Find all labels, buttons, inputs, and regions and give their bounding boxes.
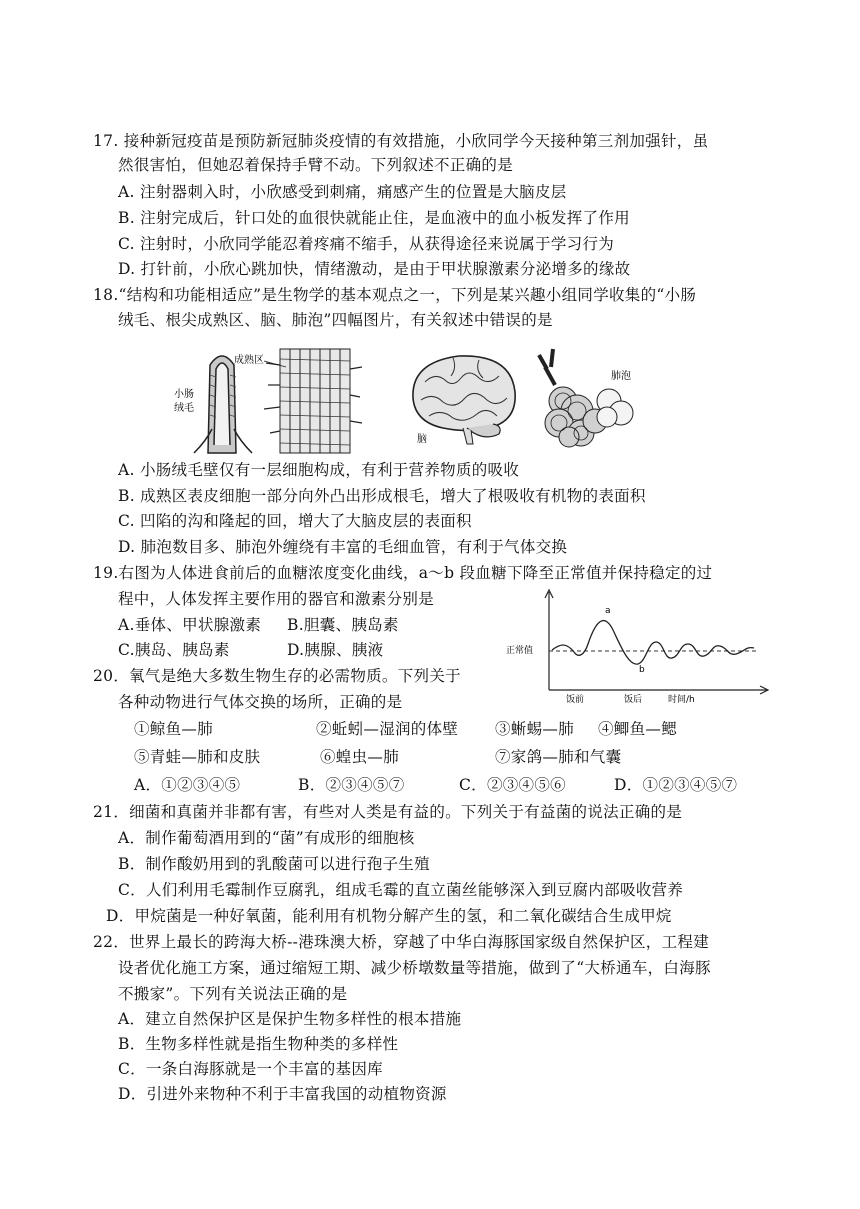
- alveoli-figure: [525, 345, 645, 450]
- q17-option-c: C. 注射时，小欣同学能忍着疼痛不缩手，从获得途径来说属于学习行为: [118, 235, 615, 253]
- villus-label-2: 绒毛: [174, 403, 194, 414]
- q18-stem-line2: 绒毛、根尖成熟区、脑、肺泡”四幅图片，有关叙述中错误的是: [118, 311, 553, 329]
- q18-option-a: A. 小肠绒毛壁仅有一层细胞构成，有利于营养物质的吸收: [118, 461, 520, 479]
- q20-option-a: A．①②③④⑤: [134, 776, 241, 794]
- q19-option-a: A.垂体、甲状腺激素: [118, 616, 262, 634]
- q19-stem-line1: 19.右图为人体进食前后的血糖浓度变化曲线，a～b 段血糖下降至正常值并保持稳定的过: [93, 564, 713, 582]
- q17-stem-line1: 17. 接种新冠疫苗是预防新冠肺炎疫情的有效措施，小欣同学今天接种第三剂加强针，虽: [93, 132, 709, 150]
- q21-option-b: B．制作酸奶用到的乳酸菌可以进行孢子生殖: [118, 855, 430, 873]
- alveolus-label: 肺泡: [611, 371, 631, 382]
- q20-item-3: ③蜥蜴—肺: [495, 720, 575, 738]
- villus-label-1: 小肠: [174, 389, 194, 400]
- q20-item-2: ②蚯蚓—湿润的体壁: [316, 720, 459, 738]
- q22-option-a: A．建立自然保护区是保护生物多样性的根本措施: [118, 1010, 462, 1028]
- q22-option-c: C．一条白海豚就是一个丰富的基因库: [118, 1060, 383, 1078]
- time-axis-label: 时间/h: [668, 695, 695, 704]
- q21-option-a: A．制作葡萄酒用到的“菌”有成形的细胞核: [118, 829, 415, 847]
- q19-option-c: C.胰岛、胰岛素: [118, 641, 230, 659]
- q20-item-7: ⑦家鸽—肺和气囊: [495, 748, 622, 766]
- q20-item-5: ⑤青蛙—肺和皮肤: [134, 748, 261, 766]
- q22-stem-line3: 不搬家”。下列有关说法正确的是: [118, 985, 348, 1003]
- q17-stem-line2: 然很害怕，但她忍着保持手臂不动。下列叙述不正确的是: [118, 156, 514, 174]
- q17-option-b: B. 注射完成后，针口处的血很快就能止住，是血液中的血小板发挥了作用: [118, 209, 630, 227]
- q20-stem-line1: 20．氧气是绝大多数生物生存的必需物质。下列关于: [93, 667, 461, 685]
- root-zone-label: 成熟区: [234, 355, 264, 366]
- normal-value-label: 正常值: [506, 646, 534, 656]
- q18-option-d: D. 肺泡数目多、肺泡外缠绕有丰富的毛细血管，有利于气体交换: [118, 538, 568, 556]
- q20-option-b: B．②③④⑤⑦: [298, 776, 405, 794]
- brain-label: 脑: [417, 434, 427, 445]
- q21-stem: 21．细菌和真菌并非都有害，有些对人类是有益的。下列关于有益菌的说法正确的是: [93, 803, 683, 821]
- q19-option-b: B.胆囊、胰岛素: [287, 616, 399, 634]
- q20-option-d: D．①②③④⑤⑦: [614, 776, 738, 794]
- before-meal-label: 饭前: [566, 695, 585, 704]
- q21-option-d: D．甲烷菌是一种好氧菌，能利用有机物分解产生的氢，和二氧化碳结合生成甲烷: [106, 907, 672, 925]
- point-b-label: b: [639, 665, 645, 675]
- q18-option-c: C. 凹陷的沟和隆起的回，增大了大脑皮层的表面积: [118, 512, 472, 530]
- glucose-curve: [552, 621, 754, 665]
- q18-stem-line1: 18.“结构和功能相适应”是生物学的基本观点之一，下列是某兴趣小组同学收集的“小肠: [93, 286, 697, 304]
- q19-stem-line2: 程中，人体发挥主要作用的器官和激素分别是: [118, 590, 435, 608]
- q20-item-4: ④鲫鱼—鳃: [598, 720, 678, 738]
- q19-option-d: D.胰腺、胰液: [287, 641, 384, 659]
- q22-option-d: D．引进外来物种不利于丰富我国的动植物资源: [118, 1085, 447, 1103]
- after-meal-label: 饭后: [624, 695, 643, 704]
- q17-option-a: A. 注射器刺入时，小欣感受到刺痛，痛感产生的位置是大脑皮层: [118, 183, 567, 201]
- q20-stem-line2: 各种动物进行气体交换的场所，正确的是: [118, 693, 403, 711]
- q20-item-6: ⑥蝗虫—肺: [320, 748, 400, 766]
- brain-figure: [403, 348, 523, 448]
- point-a-label: a: [605, 606, 611, 616]
- q18-option-b: B. 成熟区表皮细胞一部分向外凸出形成根毛，增大了根吸收有机物的表面积: [118, 487, 646, 505]
- q20-item-1: ①鲸鱼—肺: [134, 720, 214, 738]
- blood-glucose-graph: [500, 586, 775, 704]
- q22-stem-line2: 设者优化施工方案，通过缩短工期、减少桥墩数量等措施，做到了“大桥通车，白海豚: [118, 959, 711, 977]
- q20-option-c: C．②③④⑤⑥: [459, 776, 566, 794]
- q17-option-d: D. 打针前，小欣心跳加快，情绪激动，是由于甲状腺激素分泌增多的缘故: [118, 260, 631, 278]
- q22-stem-line1: 22．世界上最长的跨海大桥--港珠澳大桥，穿越了中华白海豚国家级自然保护区，工程建: [93, 933, 710, 951]
- q21-option-c: C．人们利用毛霉制作豆腐乳，组成毛霉的直立菌丝能够深入到豆腐内部吸收营养: [118, 881, 684, 899]
- root-hair-zone-figure: [234, 345, 364, 455]
- q22-option-b: B．生物多样性就是指生物种类的多样性: [118, 1035, 399, 1053]
